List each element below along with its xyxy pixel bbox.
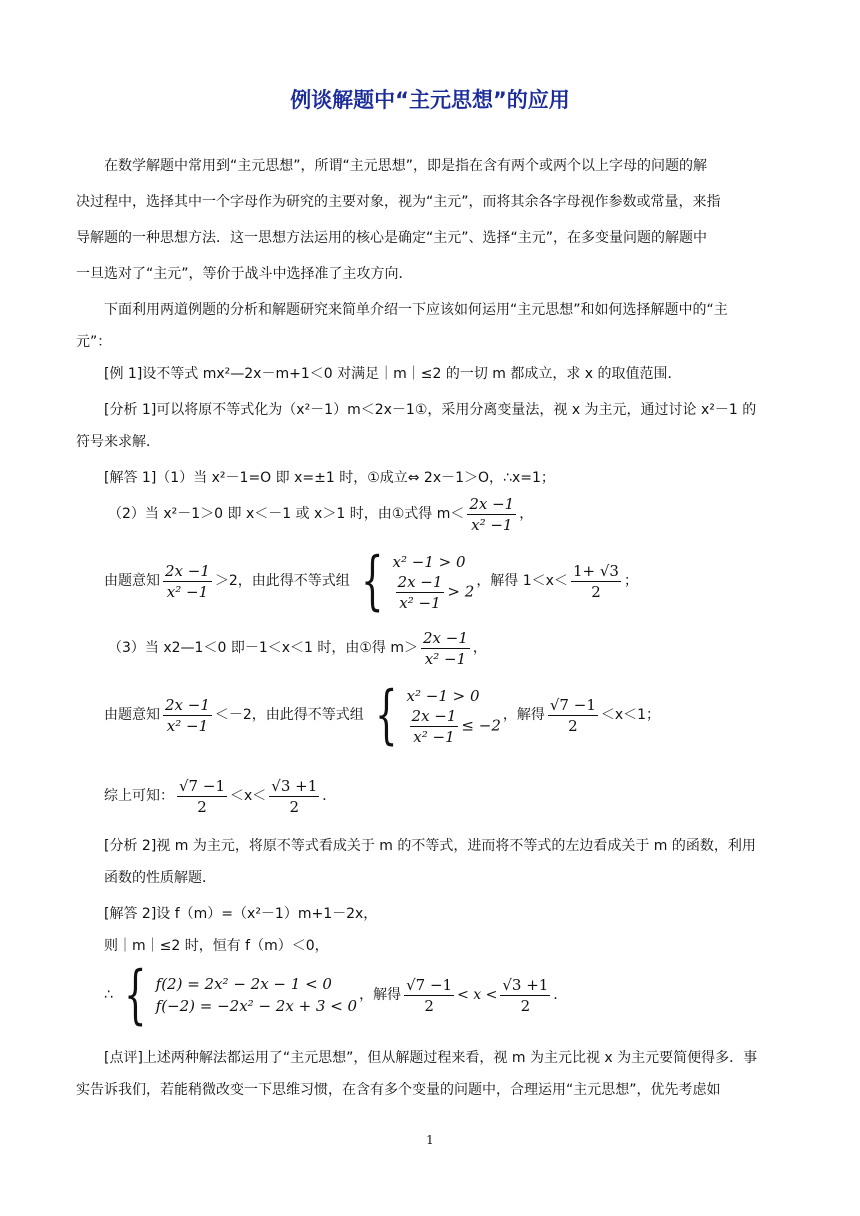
solution-1-case-3 (108, 628, 487, 668)
result-text: 由题意知 (104, 573, 160, 589)
fraction-numerator: √7 −1 (179, 776, 225, 795)
fraction-numerator: 2x −1 (397, 572, 443, 591)
solution-2-line-b: 则｜m｜≤2 时，恒有 f（m）＜0， (104, 938, 329, 954)
system-row: f(−2) = −2x² − 2x + 3 < 0 (155, 997, 358, 1015)
intro-line-4: 一旦选对了“主元”，等价于战斗中选择准了主攻方向． (76, 266, 413, 282)
page-title: 例谈解题中“主元思想”的应用 (290, 88, 570, 112)
system-row (407, 707, 501, 746)
fraction-denominator: 2 (197, 797, 207, 816)
fraction-numerator: √7 −1 (549, 695, 596, 714)
inequality-system (366, 678, 501, 752)
intro-line-2: 决过程中，选择其中一个字母作为研究的主要对象，视为“主元”，而将其余各字母视作参数或常量，来指 (76, 194, 721, 210)
analysis-2-line-a: [分析 2]视 m 为主元，将原不等式看成关于 m 的不等式，进而将不等式的左边看成关于 m 的函数，利用 (104, 838, 756, 854)
result-text-mid: ＜－2，由此得不等式组 (214, 707, 364, 723)
intro-line-5: 下面利用两道例题的分析和解题研究来简单介绍一下应该如何运用“主元思想”和如何选择解题中的“主 (104, 302, 728, 318)
case-2-text: （2）当 x²－1＞0 即 x＜－1 或 x＞1 时，由①式得 m＜ (108, 506, 465, 522)
system-row: f(2) = 2x² − 2x − 1 < 0 (155, 975, 332, 993)
case-3-text: （3）当 x2—1＜0 即－1＜x＜1 时，由①得 m＞ (108, 640, 419, 656)
summary-end: ． (322, 788, 337, 804)
solution-1-case-2-result (104, 546, 638, 616)
inequality-system (115, 958, 358, 1032)
system-relation: > 2 (447, 582, 475, 600)
fraction-numerator: 2x −1 (423, 628, 468, 647)
fraction-denominator: x² −1 (424, 649, 467, 668)
fraction-numerator: 2x −1 (165, 695, 210, 714)
fraction-denominator: 2 (520, 996, 531, 1015)
fraction-numerator: 2x −1 (411, 706, 457, 725)
solution-2-system-line (104, 960, 567, 1030)
page-number: 1 (426, 1133, 434, 1147)
inequality-middle: < x < (457, 987, 498, 1003)
fraction (500, 976, 550, 1015)
fraction (163, 696, 212, 735)
system-row: x² −1 > 0 (406, 686, 480, 705)
fraction-denominator: x² −1 (166, 582, 209, 601)
example-1-statement: [例 1]设不等式 mx²—2x－m+1＜0 对满足｜m｜≤2 的一切 m 都成立，求 x 的取值范围． (104, 366, 682, 382)
system-relation: ≤ −2 (461, 716, 501, 734)
fraction (571, 562, 621, 601)
solution-text: ，解得 (359, 987, 402, 1003)
fraction-denominator: x² −1 (166, 716, 209, 735)
case-2-end: ， (519, 506, 534, 522)
analysis-1-line-a: [分析 1]可以将原不等式化为（x²－1）m＜2x－1①，采用分离变量法，视 x 为主元，通过讨论 x²－1 的 (104, 402, 757, 418)
case-3-end: ， (472, 640, 487, 656)
fraction-numerator: 1+ √3 (572, 561, 619, 580)
fraction (163, 562, 212, 601)
fraction-denominator: 2 (289, 797, 300, 816)
fraction (177, 777, 227, 816)
fraction-denominator: x² −1 (399, 593, 441, 612)
intro-line-1: 在数学解题中常用到“主元思想”，所谓“主元思想”，即是指在含有两个或两个以上字母的问题的解 (104, 158, 708, 174)
fraction-numerator: 2x −1 (469, 494, 515, 513)
result-text: 由题意知 (104, 707, 160, 723)
summary-line (104, 772, 336, 820)
fraction-denominator: 2 (424, 996, 434, 1015)
fraction-denominator: x² −1 (471, 515, 513, 534)
analysis-1-line-b: 符号来求解． (76, 434, 160, 450)
summary-text: 综上可知： (104, 788, 174, 804)
left-brace: { (124, 958, 147, 1032)
system-body (156, 963, 357, 1027)
fraction (396, 573, 445, 612)
fraction (404, 976, 454, 1015)
fraction (421, 629, 470, 668)
system-body (393, 549, 475, 613)
result-solution-text: ，解得 (502, 707, 545, 723)
fraction (548, 696, 598, 735)
solution-1-case-1: [解答 1]（1）当 x²－1=O 即 x=±1 时，①成立⇔ 2x－1＞O，∴x=1； (104, 470, 555, 486)
comment-line-a: [点评]上述两种解法都运用了“主元思想”，但从解题过程来看，视 m 为主元比视 x 为主元要简便得多．事 (104, 1050, 758, 1066)
result-end: ； (623, 573, 638, 589)
intro-line-3: 导解题的一种思想方法．这一思想方法运用的核心是确定“主元”、选择“主元”，在多变量问题的解题中 (76, 230, 708, 246)
summary-mid: ＜x＜ (229, 788, 267, 804)
fraction (410, 707, 459, 746)
fraction-denominator: x² −1 (413, 727, 455, 746)
fraction-numerator: √7 −1 (406, 975, 453, 994)
solution-2-line-a: [解答 2]设 f（m）=（x²－1）m+1－2x， (104, 906, 378, 922)
fraction-denominator: 2 (591, 582, 601, 601)
intro-line-6: 元”： (76, 334, 112, 350)
comment-line-b: 实告诉我们，若能稍微改变一下思维习惯，在含有多个变量的问题中，合理运用“主元思想”，优先考虑如 (76, 1082, 721, 1098)
fraction (269, 777, 319, 816)
left-brace: { (374, 678, 398, 752)
inequality-system (352, 544, 475, 618)
system-row (393, 573, 475, 612)
left-brace: { (360, 544, 384, 618)
system-body (407, 683, 501, 747)
result-end: ＜x＜1； (600, 707, 661, 723)
system-row: x² −1 > 0 (392, 552, 466, 571)
fraction (467, 495, 516, 534)
solution-end: ． (553, 987, 568, 1003)
fraction-denominator: 2 (568, 716, 578, 735)
result-solution-text: ，解得 1＜x＜ (476, 573, 568, 589)
solution-1-case-2 (108, 494, 533, 534)
solution-1-case-3-result (104, 680, 660, 750)
fraction-numerator: √3 +1 (271, 776, 318, 795)
fraction-numerator: 2x −1 (165, 561, 210, 580)
result-text-mid: ＞2，由此得不等式组 (214, 573, 350, 589)
fraction-numerator: √3 +1 (502, 975, 549, 994)
analysis-2-line-b: 函数的性质解题． (104, 870, 216, 886)
therefore-symbol: ∴ (104, 987, 113, 1003)
